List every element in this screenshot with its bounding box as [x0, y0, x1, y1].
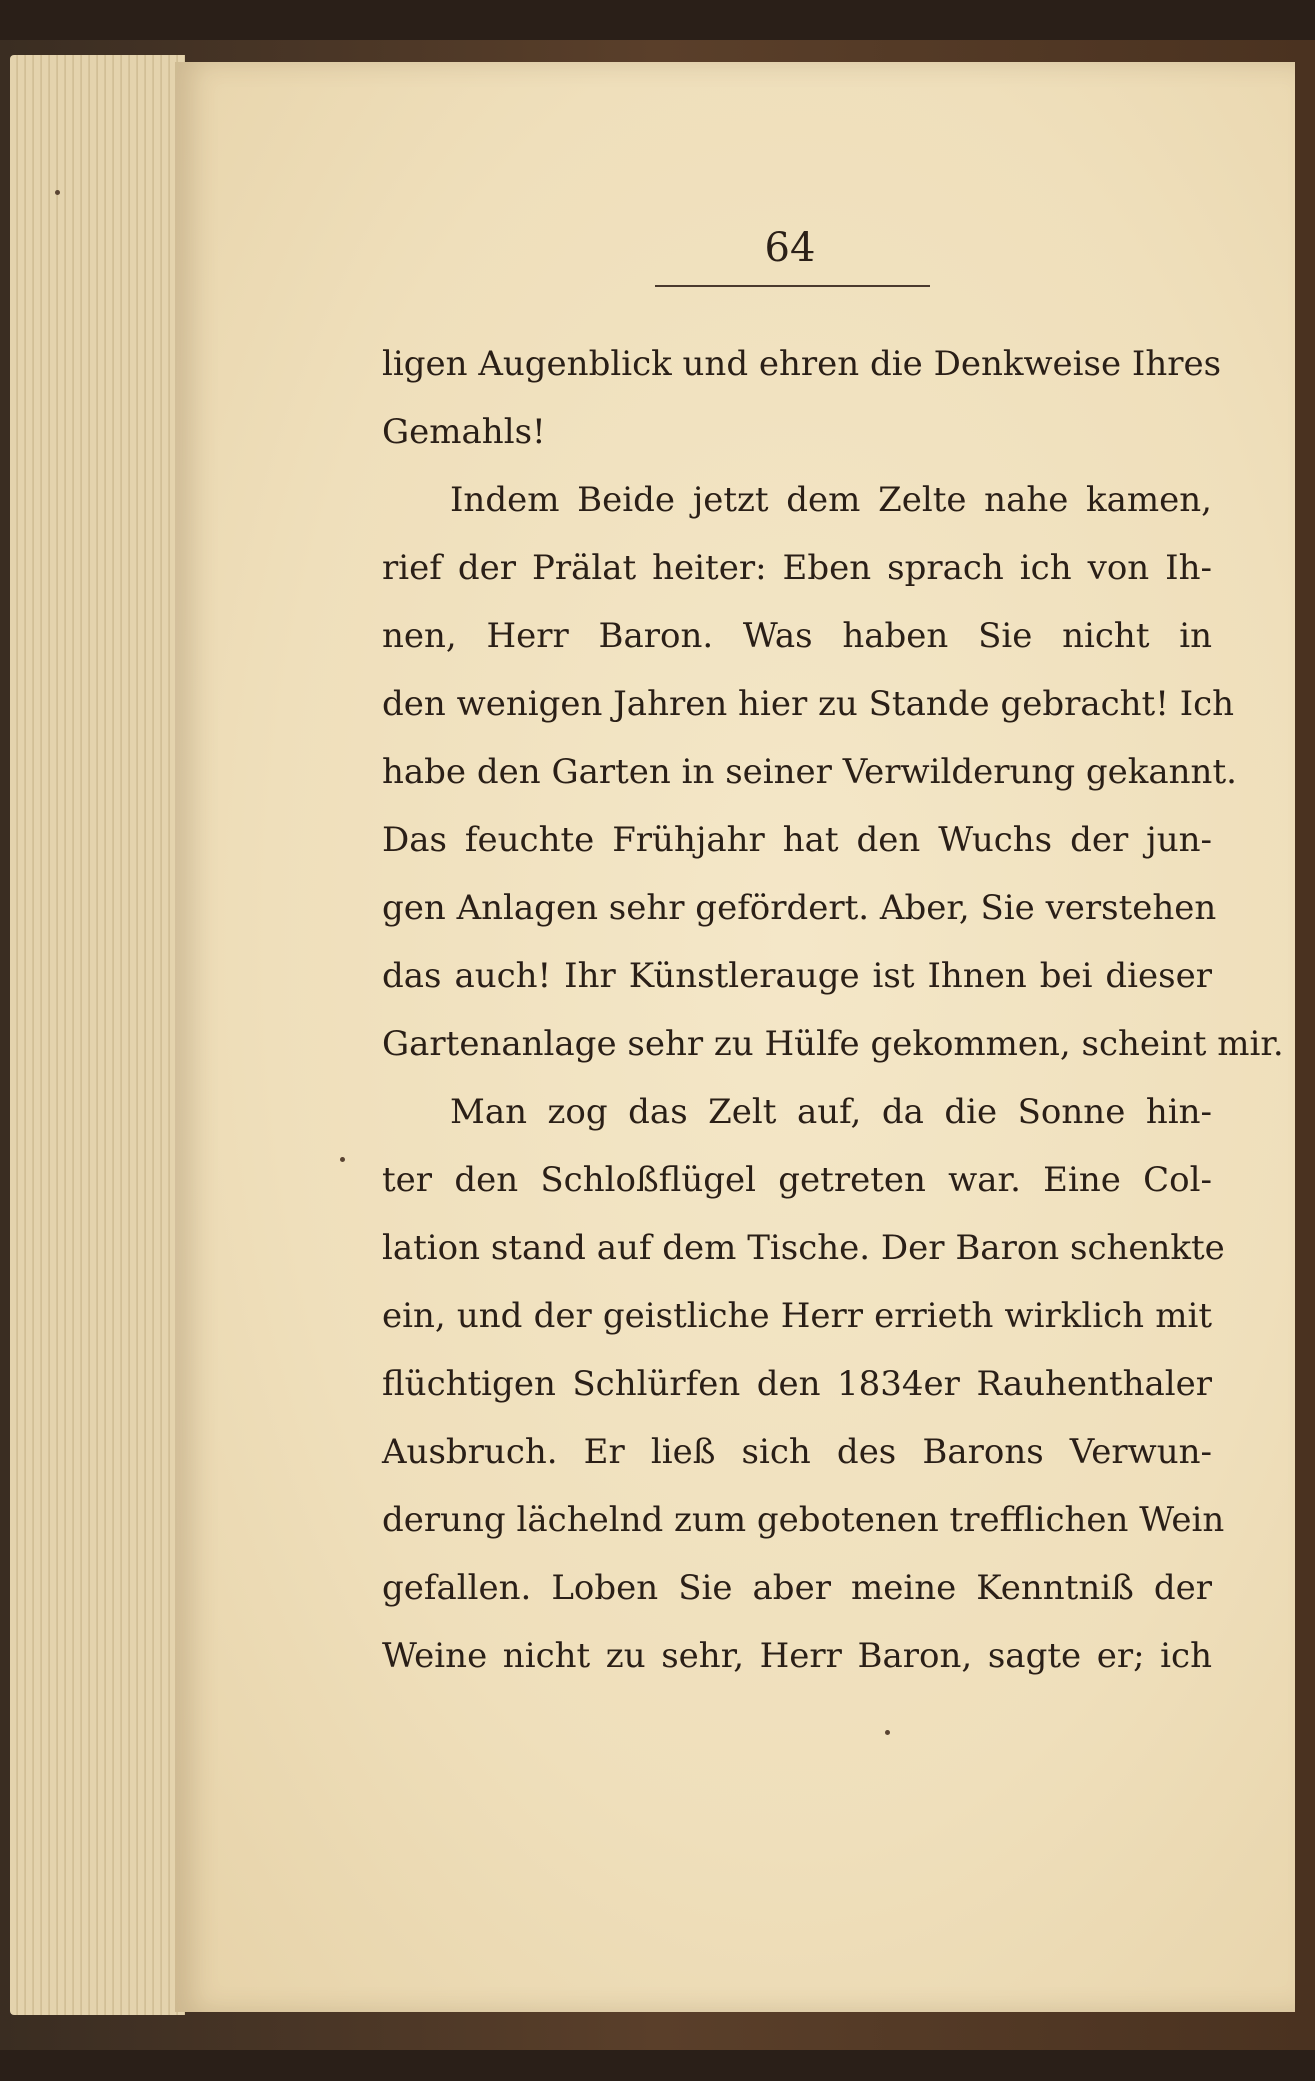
text-line: flüchtigen Schlürfen den 1834er Rauhenthaler — [382, 1364, 1212, 1404]
body-text — [382, 330, 1284, 1690]
page-number: 64 — [764, 225, 816, 271]
ink-speck — [55, 190, 60, 195]
text-line: das auch! Ihr Künstlerauge ist Ihnen bei dieser — [382, 956, 1212, 996]
text-line: Das feuchte Frühjahr hat den Wuchs der jun- — [382, 820, 1212, 860]
ink-speck — [340, 1157, 345, 1162]
text-line: ter den Schloßflügel getreten war. Eine Col- — [382, 1160, 1212, 1200]
text-line: habe den Garten in seiner Verwilderung gekannt. — [382, 752, 1237, 792]
text-line: gen Anlagen sehr gefördert. Aber, Sie verstehen — [382, 888, 1217, 928]
text-line: Gemahls! — [382, 412, 546, 452]
text-line: Man zog das Zelt auf, da die Sonne hin- — [450, 1092, 1212, 1132]
text-line: Gartenanlage sehr zu Hülfe gekommen, scheint mir. — [382, 1024, 1284, 1064]
text-line: Indem Beide jetzt dem Zelte nahe kamen, — [450, 480, 1212, 520]
text-line: den wenigen Jahren hier zu Stande gebracht! Ich — [382, 684, 1235, 724]
text-line: ein, und der geistliche Herr errieth wirklich mit — [382, 1296, 1212, 1336]
text-line: Ausbruch. Er ließ sich des Barons Verwun- — [382, 1432, 1212, 1472]
text-line: Weine nicht zu sehr, Herr Baron, sagte er; ich — [382, 1636, 1212, 1676]
page-edges — [10, 55, 185, 2015]
text-line: nen, Herr Baron. Was haben Sie nicht in — [382, 616, 1212, 656]
text-line: gefallen. Loben Sie aber meine Kenntniß der — [382, 1568, 1212, 1608]
text-line: derung lächelnd zum gebotenen trefflichen Wein — [382, 1500, 1225, 1540]
text-line: rief der Prälat heiter: Eben sprach ich von Ih- — [382, 548, 1212, 588]
ink-speck — [885, 1730, 890, 1735]
header-rule — [655, 285, 930, 287]
text-line: lation stand auf dem Tische. Der Baron schenkte — [382, 1228, 1225, 1268]
text-line: ligen Augenblick und ehren die Denkweise Ihres — [382, 344, 1222, 384]
